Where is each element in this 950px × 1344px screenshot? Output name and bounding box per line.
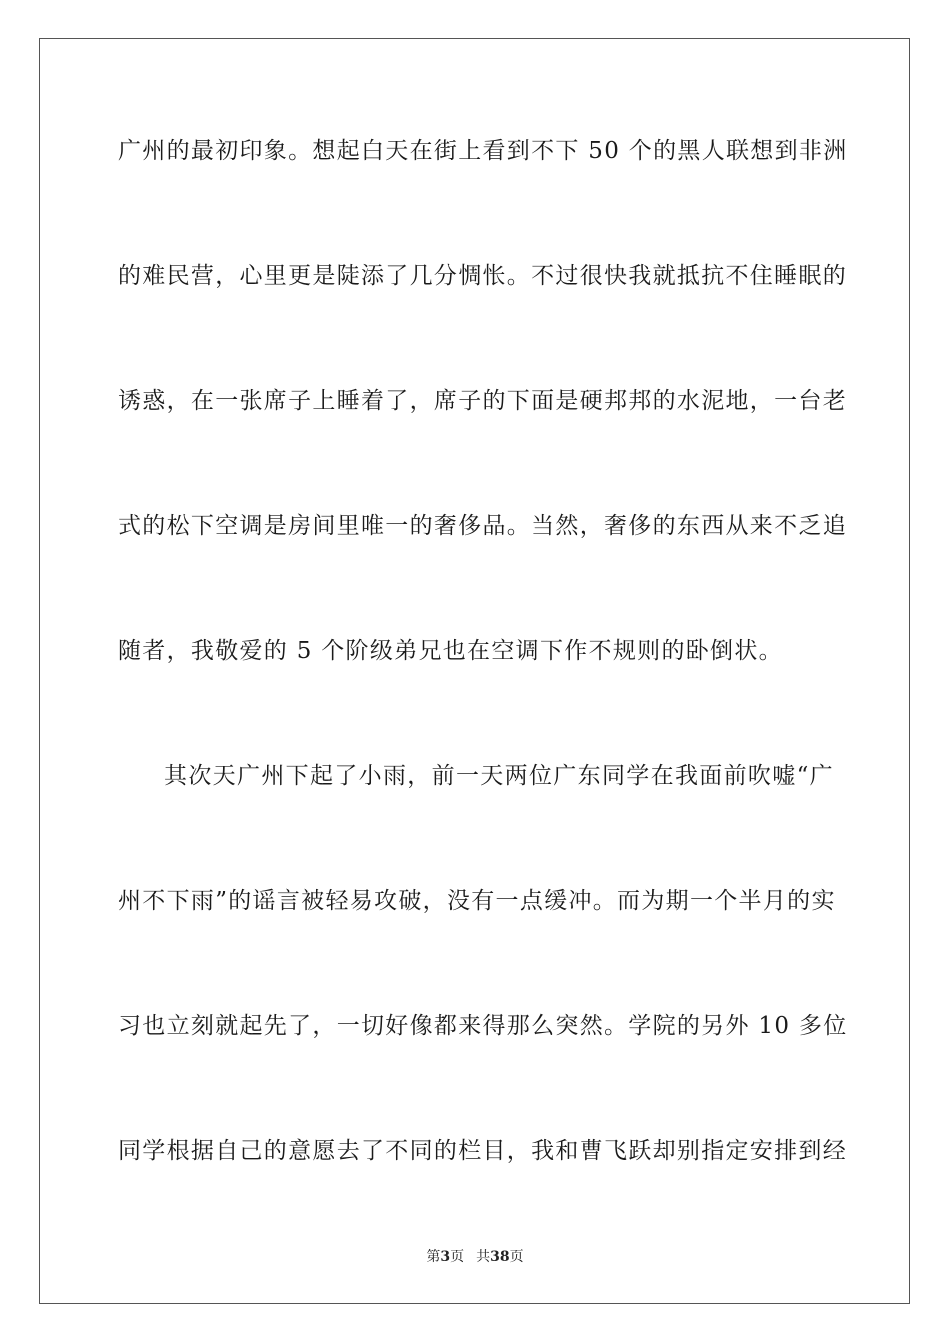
text-line-9: 同学根据自己的意愿去了不同的栏目，我和曹飞跃却别指定安排到经 (118, 1138, 847, 1164)
text-line-3: 诱惑，在一张席子上睡着了，席子的下面是硬邦邦的水泥地，一台老 (118, 388, 847, 414)
text-line-5: 随者，我敬爱的 5 个阶级弟兄也在空调下作不规则的卧倒状。 (118, 638, 783, 664)
total-suffix: 页 (509, 1249, 524, 1265)
page-footer (0, 1246, 950, 1266)
total-pages: 38 (490, 1249, 510, 1265)
total-prefix: 共 (476, 1249, 491, 1265)
page-suffix: 页 (450, 1249, 465, 1265)
text-line-8: 习也立刻就起先了，一切好像都来得那么突然。学院的另外 10 多位 (118, 1013, 848, 1039)
page-number: 3 (440, 1249, 451, 1265)
document-body (118, 128, 848, 1253)
text-line-6: 其次天广州下起了小雨，前一天两位广东同学在我面前吹嘘“广 (164, 763, 834, 789)
text-line-1: 广州的最初印象。想起白天在街上看到不下 50 个的黑人联想到非洲 (118, 138, 848, 164)
text-line-4: 式的松下空调是房间里唯一的奢侈品。当然，奢侈的东西从来不乏追 (118, 513, 847, 539)
text-line-7: 州不下雨”的谣言被轻易攻破，没有一点缓冲。而为期一个半月的实 (118, 888, 836, 914)
page-prefix: 第 (426, 1249, 441, 1265)
text-line-2: 的难民营，心里更是陡添了几分惆怅。不过很快我就抵抗不住睡眠的 (118, 263, 847, 289)
